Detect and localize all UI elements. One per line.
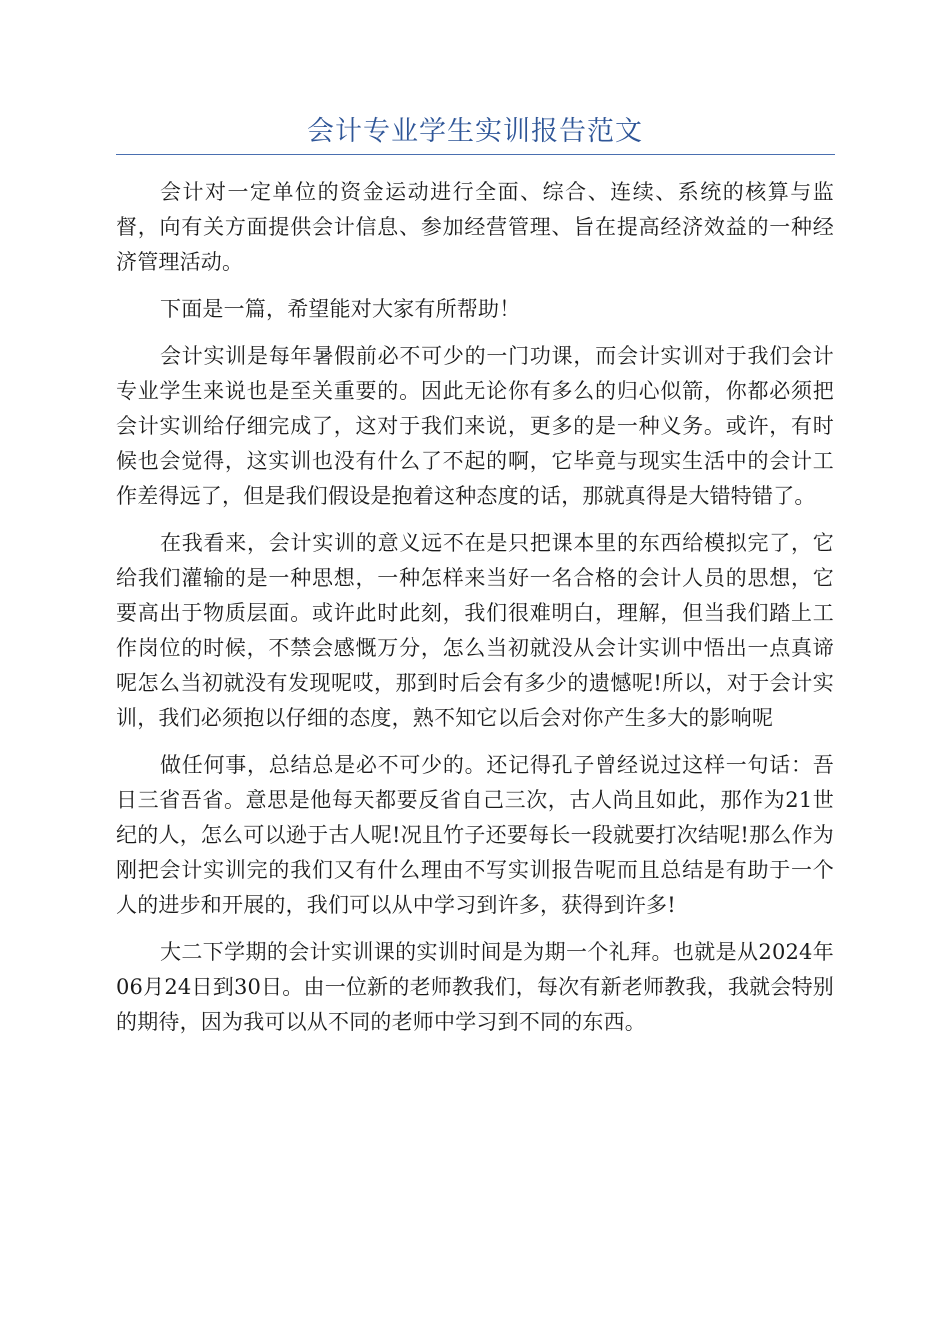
document-title: 会计专业学生实训报告范文 bbox=[307, 116, 643, 147]
paragraph-importance: 会计实训是每年暑假前必不可少的一门功课，而会计实训对于我们会计专业学生来说也是至关重要的。因此无论你有多么的归心似箭，你都必须把会计实训给仔细完成了，这对于我们来说，更多的是一种义务。或许，有时候也会觉得，这实训也没有什么了不起的啊，它毕竟与现实生活中的会计工作差得远了，但是我们假设是抱着这种态度的话，那就真得是大错特错了。 bbox=[116, 344, 834, 508]
paragraph-schedule: 大二下学期的会计实训课的实训时间是为期一个礼拜。也就是从2024年06月24日到30日。由一位新的老师教我们，每次有新老师教我，我就会特别的期待，因为我可以从不同的老师中学习到不同的东西。 bbox=[116, 940, 834, 1034]
title-underline bbox=[116, 154, 835, 155]
paragraph-meaning: 在我看来，会计实训的意义远不在是只把课本里的东西给模拟完了，它给我们灌输的是一种思想，一种怎样来当好一名合格的会计人员的思想，它要高出于物质层面。或许此时此刻，我们很难明白，理解，但当我们踏上工作岗位的时候，不禁会感慨万分，怎么当初就没从会计实训中悟出一点真谛呢怎么当初就没有发现呢哎，那到时后会有多少的遗憾呢!所以，对于会计实训，我们必须抱以仔细的态度，熟不知它以后会对你产生多大的影响呢 bbox=[116, 531, 834, 730]
document-body bbox=[116, 175, 834, 1052]
paragraph-preface: 下面是一篇，希望能对大家有所帮助！ bbox=[160, 297, 521, 321]
paragraph-intro: 会计对一定单位的资金运动进行全面、综合、连续、系统的核算与监督，向有关方面提供会计信息、参加经营管理、旨在提高经济效益的一种经济管理活动。 bbox=[116, 180, 834, 274]
paragraph-summary: 做任何事，总结总是必不可少的。还记得孔子曾经说过这样一句话：吾日三省吾省。意思是他每天都要反省自己三次，古人尚且如此，那作为21世纪的人，怎么可以逊于古人呢!况且竹子还要每长一段就要打次结呢!那么作为刚把会计实训完的我们又有什么理由不写实训报告呢而且总结是有助于一个人的进步和开展的，我们可以从中学习到许多，获得到许多! bbox=[116, 753, 834, 917]
